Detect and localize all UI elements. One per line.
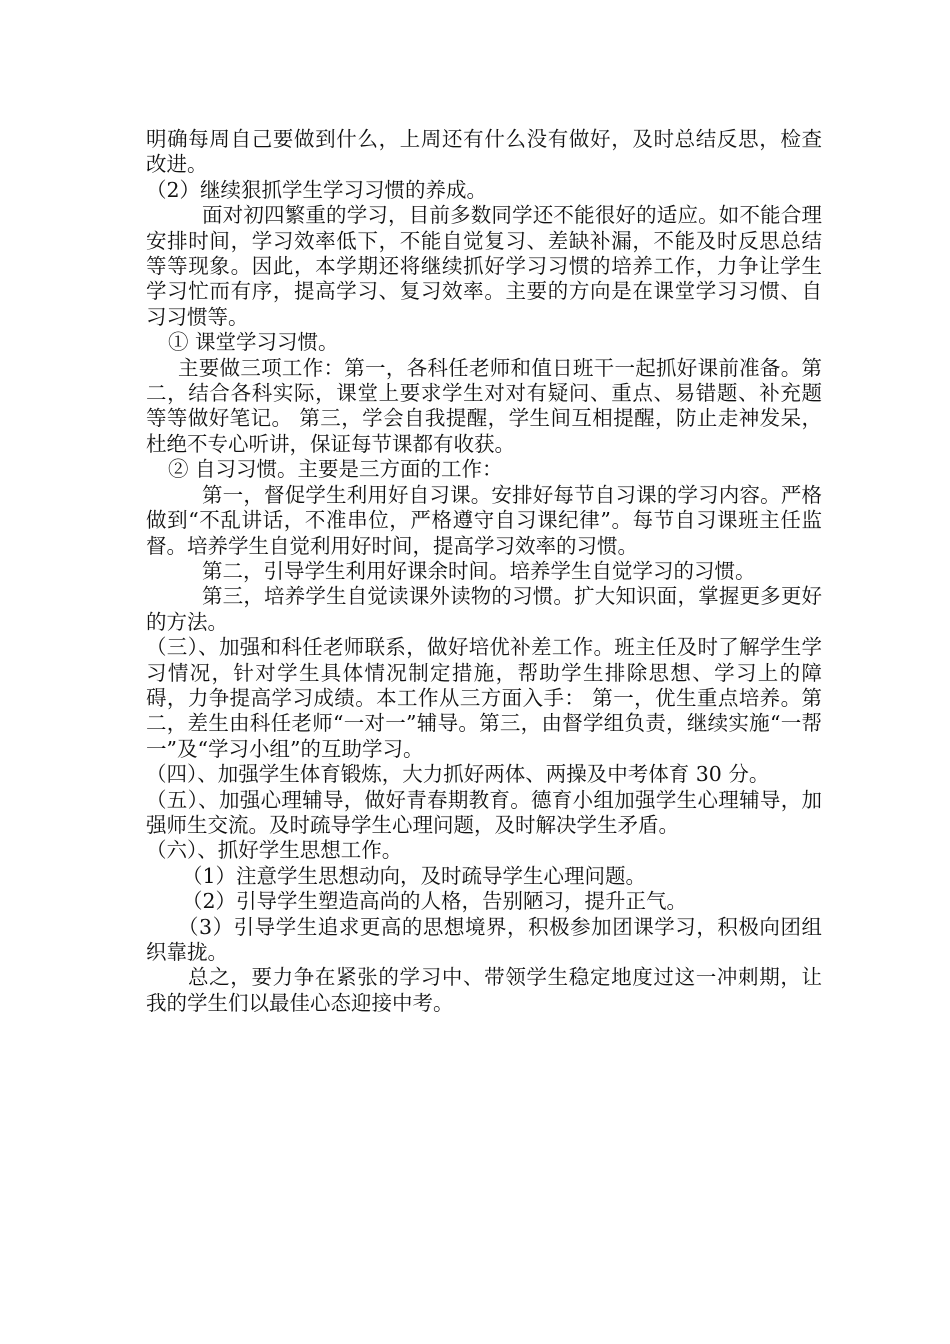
paragraph: 第二，引导学生利用好课余时间。培养学生自觉学习的习惯。 (202, 558, 756, 583)
paragraph: 面对初四繁重的学习，目前多数同学还不能很好的适应。如不能合理安排时间，学习效率低下，不能自觉复习、差缺补漏，不能及时反思总结等等现象。因此，本学期还将继续抓好学习习惯的培养工作，力争让学生学习忙而有序，提高学习、复习效率。主要的方向是在课堂学习习惯、自习习惯等。 (146, 203, 822, 329)
paragraph: 第三，培养学生自觉读课外读物的习惯。扩大知识面，掌握更多更好的方法。 (146, 584, 822, 634)
paragraph: （五）、加强心理辅导，做好青春期教育。德育小组加强学生心理辅导，加强师生交流。及时疏导学生心理问题，及时解决学生矛盾。 (146, 787, 822, 837)
paragraph: （四）、加强学生体育锻炼，大力抓好两体、两操及中考体育 30 分。 (146, 762, 770, 787)
paragraph: 主要做三项工作：第一，各科任老师和值日班干一起抓好课前准备。第二，结合各科实际，课堂上要求学生对对有疑问、重点、易错题、补充题等等做好笔记。 第三，学会自我提醒，学生间互相提醒，防止走神发呆，杜绝不专心听讲，保证每节课都有收获。 (146, 355, 822, 456)
paragraph: （3）引导学生追求更高的思想境界，积极参加团课学习，积极向团组织靠拢。 (146, 914, 822, 964)
paragraph: 第一，督促学生利用好自习课。安排好每节自习课的学习内容。严格做到“不乱讲话，不准串位，严格遵守自习课纪律”。每节自习课班主任监督。培养学生自觉利用好时间，提高学习效率的习惯。 (146, 482, 822, 558)
paragraph: ① 课堂学习习惯。 (168, 330, 339, 355)
paragraph: （2）引导学生塑造高尚的人格，告别陋习，提升正气。 (182, 889, 688, 914)
paragraph: （三）、加强和科任老师联系，做好培优补差工作。班主任及时了解学生学习情况，针对学生具体情况制定措施，帮助学生排除思想、学习上的障碍，力争提高学习成绩。本工作从三方面入手： 第一，优生重点培养。第二，差生由科任老师“一对一”辅导。第三，由督学组负责，继续实施“一帮一”及“学习小组”的互助学习。 (146, 635, 822, 761)
paragraph: 明确每周自己要做到什么，上周还有什么没有做好，及时总结反思，检查改进。 (146, 127, 822, 177)
paragraph: ② 自习习惯。主要是三方面的工作： (168, 457, 503, 482)
paragraph: （2）继续狠抓学生学习习惯的养成。 (146, 177, 488, 202)
paragraph: 总之，要力争在紧张的学习中、带领学生稳定地度过这一冲刺期，让我的学生们以最佳心态迎接中考。 (146, 965, 822, 1015)
paragraph: （1）注意学生思想动向，及时疏导学生心理问题。 (182, 863, 647, 888)
document-body (146, 127, 822, 1016)
paragraph: （六）、抓好学生思想工作。 (146, 838, 403, 863)
